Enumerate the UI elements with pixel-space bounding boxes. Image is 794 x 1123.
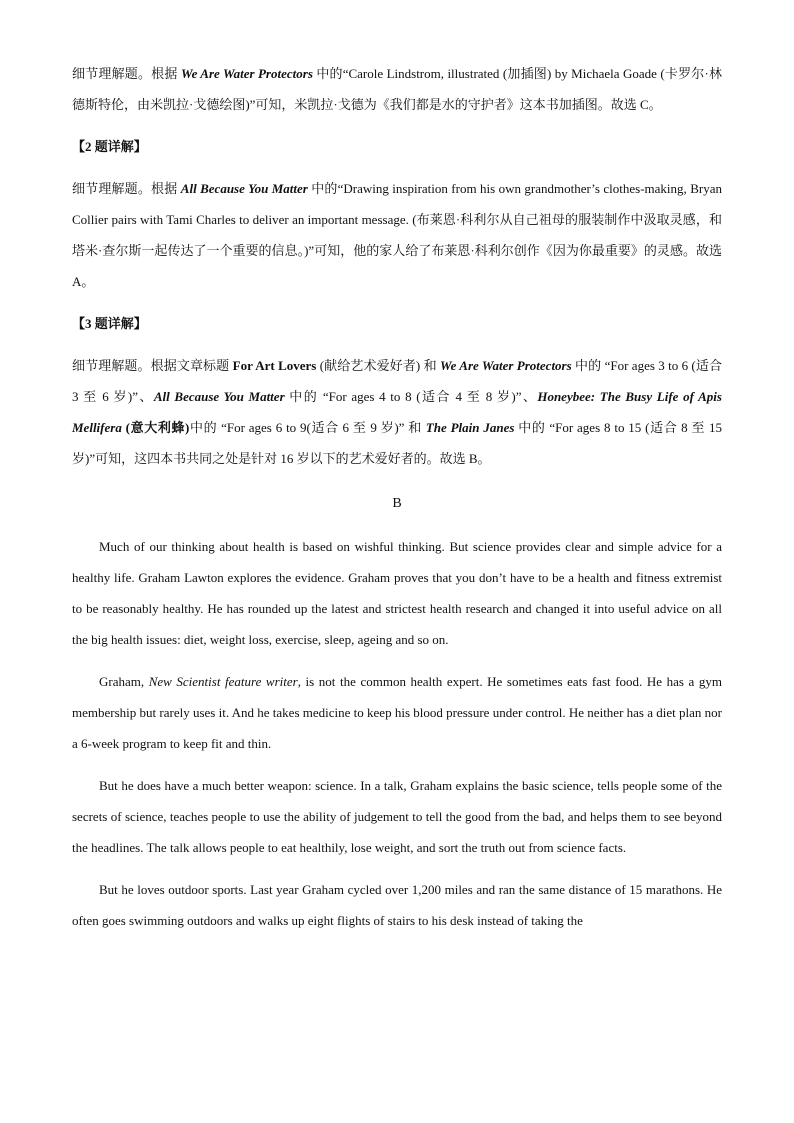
job-title: New Scientist feature writer <box>148 674 298 689</box>
passage-text: Graham, <box>99 674 149 689</box>
book-title: We Are Water Protectors <box>180 66 313 81</box>
answer-q1 <box>72 58 722 120</box>
text-run: 细节理解题。根据文章标题 <box>72 358 233 373</box>
passage-paragraph-1: Much of our thinking about health is based on wishful thinking. But science provides clear and simple advice for a healthy life. Graham Lawton explores the evidence. Graham proves that you don’t have to be a health and fitness extremist to be reasonably healthy. He has rounded up the latest and strictest health research and changed it into useful advice on all the big health issues: diet, weight loss, exercise, sleep, ageing and so on. <box>72 539 722 647</box>
text-run: 中的 “For ages 3 to 6 (适合 3 至 6 岁)”、 <box>72 358 722 404</box>
answer-heading-2: 【2 题详解】 <box>72 139 147 154</box>
book-title: Honeybee: The Busy Life of Apis Mellifera <box>72 389 722 435</box>
document-page <box>72 58 722 936</box>
book-title: The Plain Janes <box>425 420 515 435</box>
text-run: 中的 “For ages 8 to 15 (适合 8 至 15 岁)”可知，这四本书共同之处是针对 16 岁以下的艺术爱好者的。故选 B。 <box>72 420 723 466</box>
answer-heading-3: 【3 题详解】 <box>72 316 147 331</box>
bold-text: (意大利蜂) <box>121 420 190 435</box>
passage-paragraph-3: But he does have a much better weapon: science. In a talk, Graham explains the basic science, tells people some of the secrets of science, teaches people to use the ability of judgement to tell the good from the bad, and helps them to see beyond the headlines. The talk allows people to eat healthily, lose weight, and sort the truth out from science facts. <box>72 778 722 855</box>
bold-text: For Art Lovers <box>232 358 317 373</box>
text-run: 中的 “For ages 4 to 8 (适合 4 至 8 岁)”、 <box>284 389 538 404</box>
section-label: B <box>392 496 402 511</box>
book-title: We Are Water Protectors <box>440 358 572 373</box>
text-run: 细节理解题。根据 <box>72 181 181 196</box>
answer-q3 <box>72 350 722 474</box>
text-run: 细节理解题。根据 <box>72 66 181 81</box>
text-run: 中的“Drawing inspiration from his own grandmother’s clothes-making, Bryan Collier pairs with Tami Charles to deliver an important message. (布莱恩·科利尔从自己祖母的服装制作中汲取灵感，和塔米·查尔斯一起传达了一个重要的信息。)”可知，他的家人给了布莱恩·科利尔创作《因为你最重要》的灵感。故选 A。 <box>72 181 722 289</box>
answer-q2 <box>72 173 722 297</box>
passage-paragraph-4: But he loves outdoor sports. Last year Graham cycled over 1,200 miles and ran the same distance of 15 marathons. He often goes swimming outdoors and walks up eight flights of stairs to his desk instead of taking the <box>72 882 722 928</box>
text-run: 中的 “For ages 6 to 9(适合 6 至 9 岁)” 和 <box>189 420 426 435</box>
book-title: All Because You Matter <box>180 181 308 196</box>
text-run: 中的“Carole Lindstrom, illustrated (加插图) by Michaela Goade (卡罗尔·林德斯特伦，由米凯拉·戈德绘图)”可知，米凯拉·戈德为《我们都是水的守护者》这本书加插图。故选 C。 <box>72 66 722 112</box>
text-run: (献给艺术爱好者) 和 <box>316 358 441 373</box>
passage-text: , is not the common health expert. He sometimes eats fast food. He has a gym membership but rarely uses it. And he takes medicine to keep his blood pressure under control. He neither has a diet plan nor a 6-week program to keep fit and thin. <box>72 674 722 751</box>
book-title: All Because You Matter <box>153 389 285 404</box>
passage-paragraph-2 <box>72 666 722 759</box>
